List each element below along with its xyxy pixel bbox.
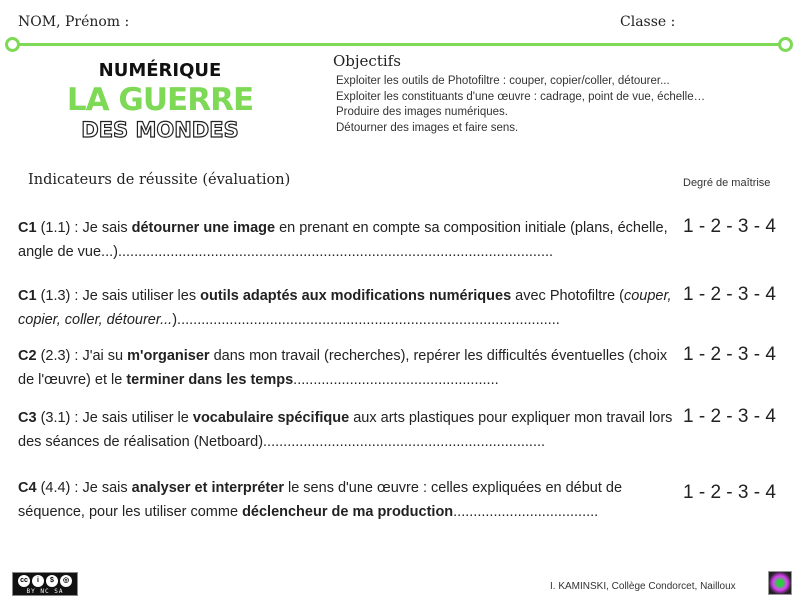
objectives-list bbox=[336, 74, 705, 136]
divider-left-dot bbox=[5, 37, 20, 52]
criterion-text-segment: (2.3) : J'ai su bbox=[36, 348, 128, 364]
criterion-text bbox=[18, 406, 678, 454]
criterion-text-segment: (4.4) : Je sais bbox=[36, 480, 132, 496]
criterion-text-segment: couper, copier, coller, détourer... bbox=[18, 288, 672, 328]
by-icon: i bbox=[32, 575, 44, 587]
license-text: BY NC SA bbox=[26, 587, 64, 595]
class-label: Classe : bbox=[620, 14, 676, 30]
criterion-text-segment: C1 bbox=[18, 288, 37, 304]
criterion-text-segment: C4 bbox=[18, 480, 37, 496]
objective-item: Détourner des images et faire sens. bbox=[336, 121, 519, 134]
criterion-text bbox=[18, 476, 678, 524]
title-sub: DES MONDES bbox=[81, 118, 239, 142]
criterion-text-segment: vocabulaire spécifique bbox=[192, 410, 350, 426]
criterion-text-segment: ................................................... bbox=[293, 372, 499, 388]
criterion-text-segment: terminer dans les temps bbox=[126, 372, 294, 388]
mastery-score-options[interactable]: 1 - 2 - 3 - 4 bbox=[683, 482, 776, 503]
mastery-score-options[interactable]: 1 - 2 - 3 - 4 bbox=[683, 344, 776, 365]
sa-icon: ◎ bbox=[60, 575, 72, 587]
criterion-text-segment: C3 bbox=[18, 410, 37, 426]
author-credit: I. KAMINSKI, Collège Condorcet, Nailloux bbox=[550, 581, 736, 592]
criterion-text-segment: dans mon travail (recherches), repérer les difficultés éventuelles (choix de l'œuvre) et le bbox=[18, 348, 668, 388]
objective-item: Exploiter les constituants d'une œuvre : cadrage, point de vue, échelle… bbox=[336, 90, 706, 103]
criterion-text-segment: m'organiser bbox=[127, 348, 210, 364]
mastery-scale-label: Degré de maîtrise bbox=[683, 177, 771, 189]
cc-icon: cc bbox=[18, 575, 30, 587]
criterion-text-segment: analyser et interpréter bbox=[131, 480, 284, 496]
criterion-text-segment: détourner une image bbox=[131, 220, 276, 236]
criterion-text bbox=[18, 284, 678, 332]
indicators-title: Indicateurs de réussite (évaluation) bbox=[28, 172, 291, 188]
criterion-text-segment: (3.1) : Je sais utiliser le bbox=[36, 410, 193, 426]
divider bbox=[12, 43, 788, 46]
cc-license-badge bbox=[12, 572, 78, 596]
mastery-score-options[interactable]: 1 - 2 - 3 - 4 bbox=[683, 406, 776, 427]
criterion-text-segment: déclencheur de ma production bbox=[242, 504, 454, 520]
criterion-text-segment: (1.3) : Je sais utiliser les bbox=[36, 288, 201, 304]
eye-logo bbox=[768, 571, 792, 595]
criterion-text-segment: .................................... bbox=[453, 504, 599, 520]
criterion-text bbox=[18, 344, 678, 392]
criterion-text-segment: C2 bbox=[18, 348, 37, 364]
criterion-text bbox=[18, 216, 678, 264]
mastery-score-options[interactable]: 1 - 2 - 3 - 4 bbox=[683, 284, 776, 305]
title-subject: NUMÉRIQUE bbox=[98, 60, 222, 81]
mastery-score-options[interactable]: 1 - 2 - 3 - 4 bbox=[683, 216, 776, 237]
criterion-text-segment: le sens d'une œuvre : celles expliquées en début de séquence, pour les utiliser comme bbox=[18, 480, 623, 520]
criterion-text-segment: C1 bbox=[18, 220, 37, 236]
objective-item: Exploiter les outils de Photofiltre : couper, copier/coller, détourer... bbox=[336, 75, 670, 87]
divider-right-dot bbox=[778, 37, 793, 52]
criterion-text-segment: en prenant en compte sa composition initiale (plans, échelle, angle de vue...)............................................................................................................ bbox=[18, 220, 668, 260]
criterion-text-segment: aux arts plastiques pour expliquer mon travail lors des séances de réalisation (Netboard)...................................................................... bbox=[18, 410, 673, 450]
nc-icon: $ bbox=[46, 575, 58, 587]
criterion-text-segment: (1.1) : Je sais bbox=[36, 220, 132, 236]
name-label: NOM, Prénom : bbox=[18, 14, 130, 30]
objectives-title: Objectifs bbox=[333, 52, 401, 70]
criterion-text-segment: outils adaptés aux modifications numériques bbox=[200, 288, 512, 304]
criterion-text-segment: )............................................................................................... bbox=[172, 312, 560, 328]
cc-icons bbox=[18, 574, 72, 588]
title-main: LA GUERRE bbox=[66, 82, 254, 118]
criterion-text-segment: avec Photofiltre ( bbox=[511, 288, 624, 304]
objective-item: Produire des images numériques. bbox=[336, 106, 508, 118]
